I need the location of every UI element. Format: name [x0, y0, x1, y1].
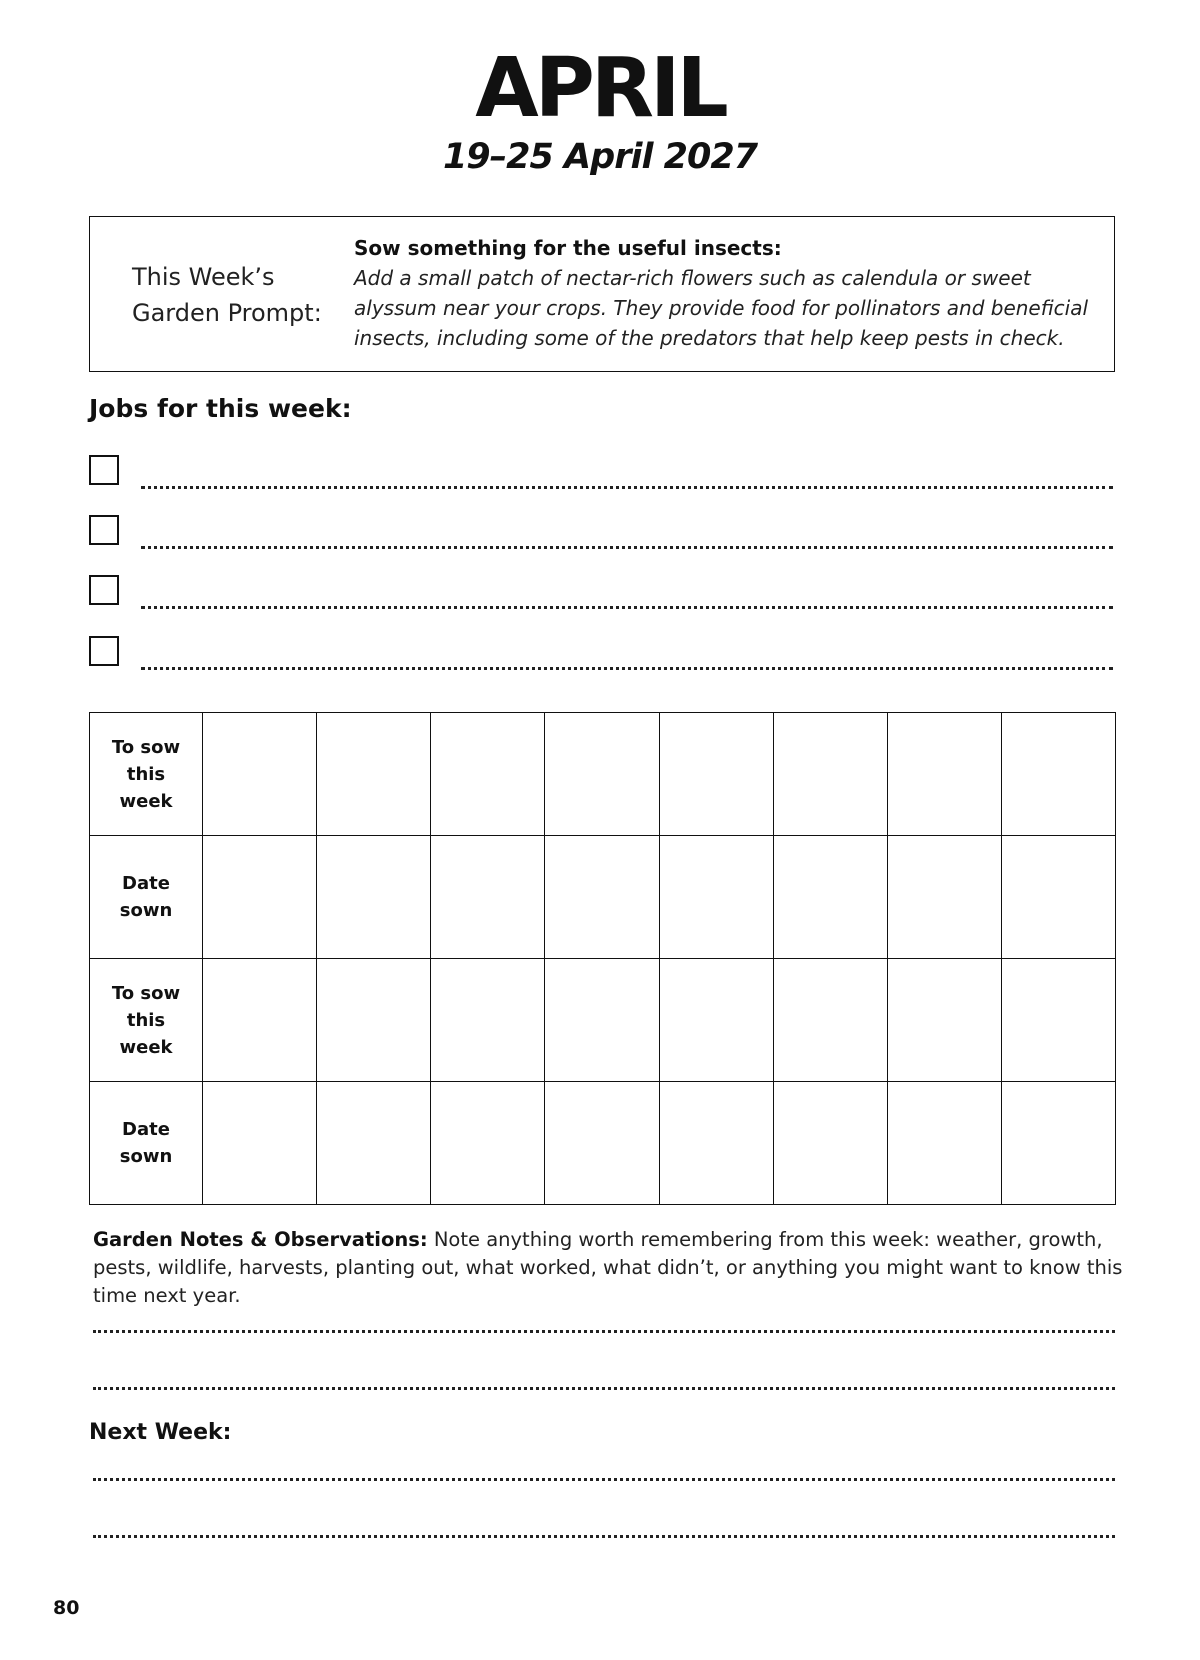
job-checkbox[interactable]	[89, 515, 119, 545]
job-row	[89, 515, 1115, 549]
notes-label: Garden Notes & Observations:	[93, 1228, 428, 1251]
sowing-table-cell[interactable]	[659, 1082, 773, 1205]
sowing-table-cell[interactable]	[1001, 836, 1115, 959]
job-row	[89, 636, 1115, 670]
sowing-table-cell[interactable]	[545, 713, 659, 836]
job-row	[89, 455, 1115, 489]
job-row	[89, 575, 1115, 609]
sowing-table-cell[interactable]	[773, 836, 887, 959]
sowing-table-cell[interactable]	[887, 1082, 1001, 1205]
sowing-table-cell[interactable]	[887, 836, 1001, 959]
prompt-label	[132, 259, 332, 331]
job-entry-line[interactable]	[141, 667, 1113, 670]
sowing-row-label-text: Date sown	[119, 873, 173, 921]
sowing-table-cell[interactable]	[887, 959, 1001, 1082]
sowing-row-label	[90, 1082, 203, 1205]
job-entry-line[interactable]	[141, 486, 1113, 489]
sowing-row-label-text: To sow this week	[111, 982, 181, 1058]
garden-prompt-box	[89, 216, 1115, 372]
sowing-row-label-text: To sow this week	[111, 736, 181, 812]
notes-description: Note anything worth remembering from this week: weather, growth, pests, wildlife, harvests, planting out, what worked, what didn’t, or anything you might want to know this time next year.	[93, 1228, 1123, 1307]
sowing-table-cell[interactable]	[431, 959, 545, 1082]
prompt-label-line-2: Garden Prompt:	[132, 299, 322, 327]
job-checkbox[interactable]	[89, 575, 119, 605]
sowing-row-label	[90, 836, 203, 959]
prompt-heading: Sow something for the useful insects:	[354, 236, 782, 260]
sowing-table-cell[interactable]	[203, 959, 317, 1082]
sowing-table-cell[interactable]	[1001, 1082, 1115, 1205]
next-week-entry-line[interactable]	[93, 1478, 1115, 1481]
sowing-row-label	[90, 713, 203, 836]
job-entry-line[interactable]	[141, 606, 1113, 609]
sowing-table-row	[90, 713, 1116, 836]
job-checkbox[interactable]	[89, 455, 119, 485]
sowing-table-cell[interactable]	[203, 1082, 317, 1205]
garden-notes	[93, 1226, 1123, 1310]
sowing-table-cell[interactable]	[431, 713, 545, 836]
notes-entry-line[interactable]	[93, 1387, 1115, 1390]
sowing-table-cell[interactable]	[773, 959, 887, 1082]
job-entry-line[interactable]	[141, 546, 1113, 549]
sowing-table-cell[interactable]	[1001, 959, 1115, 1082]
sowing-table-cell[interactable]	[773, 1082, 887, 1205]
prompt-body: Add a small patch of nectar-rich flowers such as calendula or sweet alyssum near your crops. They provide food for pollinators and beneficial insects, including some of the predators that help keep pests in check.	[354, 266, 1089, 350]
sowing-table-cell[interactable]	[317, 959, 431, 1082]
sowing-table-cell[interactable]	[659, 959, 773, 1082]
sowing-row-label	[90, 959, 203, 1082]
sowing-table	[89, 712, 1116, 1205]
sowing-table-cell[interactable]	[317, 836, 431, 959]
sowing-table-cell[interactable]	[545, 1082, 659, 1205]
page-number: 80	[53, 1597, 80, 1619]
sowing-table-cell[interactable]	[773, 713, 887, 836]
sowing-table-row	[90, 959, 1116, 1082]
sowing-table-cell[interactable]	[1001, 713, 1115, 836]
sowing-table-cell[interactable]	[431, 1082, 545, 1205]
prompt-text	[354, 233, 1094, 353]
sowing-table-cell[interactable]	[545, 959, 659, 1082]
prompt-label-line-1: This Week’s	[132, 263, 275, 291]
sowing-table-cell[interactable]	[317, 713, 431, 836]
sowing-row-label-text: Date sown	[119, 1119, 173, 1167]
next-week-entry-line[interactable]	[93, 1535, 1115, 1538]
job-checkbox[interactable]	[89, 636, 119, 666]
sowing-table-cell[interactable]	[203, 836, 317, 959]
sowing-table-cell[interactable]	[545, 836, 659, 959]
sowing-table-cell[interactable]	[203, 713, 317, 836]
page-title: APRIL	[475, 41, 725, 136]
sowing-table-row	[90, 836, 1116, 959]
next-week-heading: Next Week:	[89, 1420, 232, 1445]
sowing-table-cell[interactable]	[431, 836, 545, 959]
sowing-table-cell[interactable]	[659, 836, 773, 959]
sowing-table-row	[90, 1082, 1116, 1205]
jobs-heading: Jobs for this week:	[89, 394, 352, 423]
sowing-table-cell[interactable]	[317, 1082, 431, 1205]
sowing-table-cell[interactable]	[659, 713, 773, 836]
sowing-table-cell[interactable]	[887, 713, 1001, 836]
date-range: 19–25 April 2027	[442, 137, 758, 177]
notes-entry-line[interactable]	[93, 1330, 1115, 1333]
